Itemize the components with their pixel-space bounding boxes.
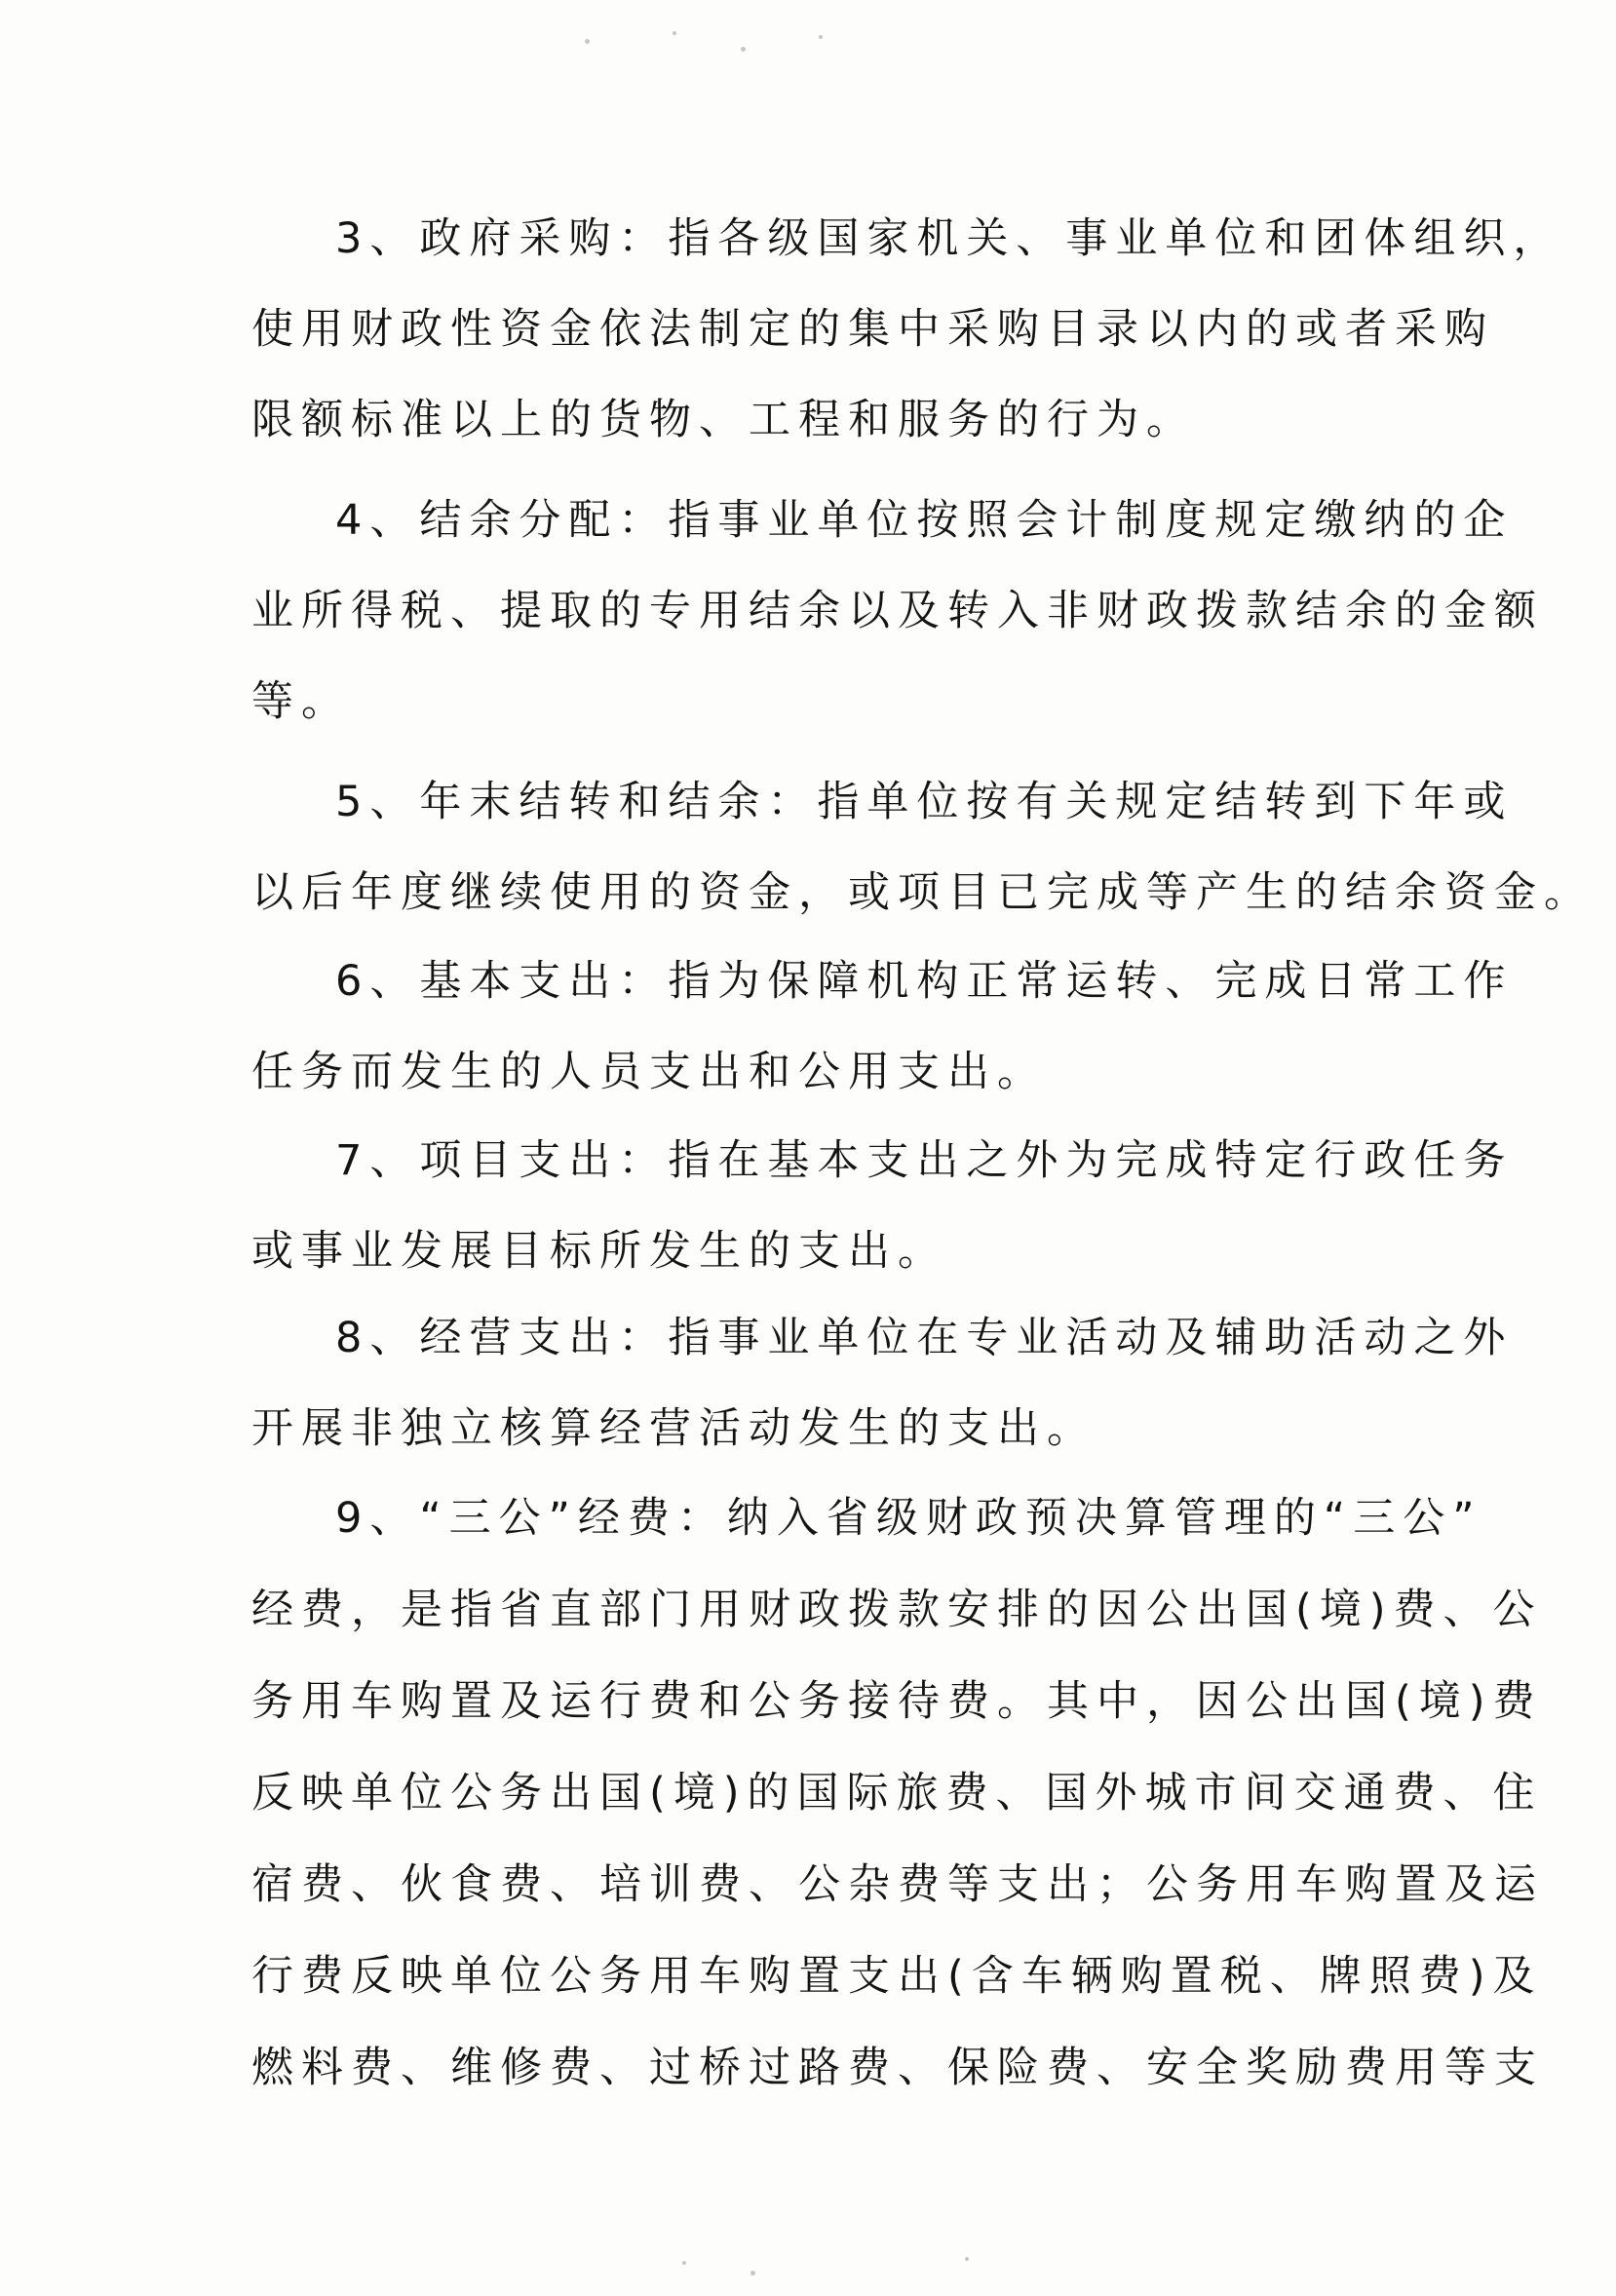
paragraph-9-line-1: 9、“三公”经费：纳入省级财政预决算管理的“三公” (335, 1494, 1482, 1543)
paragraph-7-line-1: 7、项目支出：指在基本支出之外为完成特定行政任务 (335, 1136, 1514, 1185)
paragraph-9-line-4: 反映单位公务出国(境)的国际旅费、国外城市间交通费、住 (251, 1769, 1543, 1818)
paragraph-6-line-1: 6、基本支出：指为保障机构正常运转、完成日常工作 (335, 957, 1514, 1006)
scan-speck (585, 39, 590, 44)
paragraph-8-line-2: 开展非独立核算经营活动发生的支出。 (251, 1404, 1097, 1453)
scan-speck (750, 2271, 755, 2276)
paragraph-6-line-2: 任务而发生的人员支出和公用支出。 (251, 1048, 1047, 1096)
paragraph-9-line-7: 燃料费、维修费、过桥过路费、保险费、安全奖励费用等支 (251, 2044, 1544, 2092)
scan-speck (965, 2257, 969, 2261)
paragraph-9-line-3: 务用车购置及运行费和公务接待费。其中，因公出国(境)费 (251, 1677, 1543, 1726)
scan-speck (682, 2261, 686, 2265)
paragraph-9-line-2: 经费，是指省直部门用财政拨款安排的因公出国(境)费、公 (251, 1586, 1543, 1634)
scan-speck (673, 31, 676, 35)
paragraph-8-line-1: 8、经营支出：指事业单位在专业活动及辅助活动之外 (335, 1314, 1514, 1362)
scan-speck (819, 35, 823, 39)
paragraph-9-line-6: 行费反映单位公务用车购置支出(含车辆购置税、牌照费)及 (251, 1952, 1543, 2001)
paragraph-9-line-5: 宿费、伙食费、培训费、公杂费等支出；公务用车购置及运 (251, 1860, 1544, 1909)
paragraph-4-line-2: 业所得税、提取的专用结余以及转入非财政拨款结余的金额 (251, 587, 1544, 635)
paragraph-3-line-3: 限额标准以上的货物、工程和服务的行为。 (251, 396, 1196, 444)
scan-speck (741, 47, 746, 52)
paragraph-5-line-1: 5、年末结转和结余：指单位按有关规定结转到下年或 (335, 778, 1514, 826)
paragraph-3-line-2: 使用财政性资金依法制定的集中采购目录以内的或者采购 (251, 305, 1494, 354)
paragraph-7-line-2: 或事业发展目标所发生的支出。 (251, 1227, 947, 1276)
paragraph-4-line-1: 4、结余分配：指事业单位按照会计制度规定缴纳的企 (335, 496, 1514, 545)
paragraph-5-line-2: 以后年度继续使用的资金，或项目已完成等产生的结余资金。 (251, 868, 1594, 917)
paragraph-3-line-1: 3、政府采购：指各级国家机关、事业单位和团体组织， (335, 214, 1563, 263)
paragraph-4-line-3: 等。 (251, 677, 351, 726)
